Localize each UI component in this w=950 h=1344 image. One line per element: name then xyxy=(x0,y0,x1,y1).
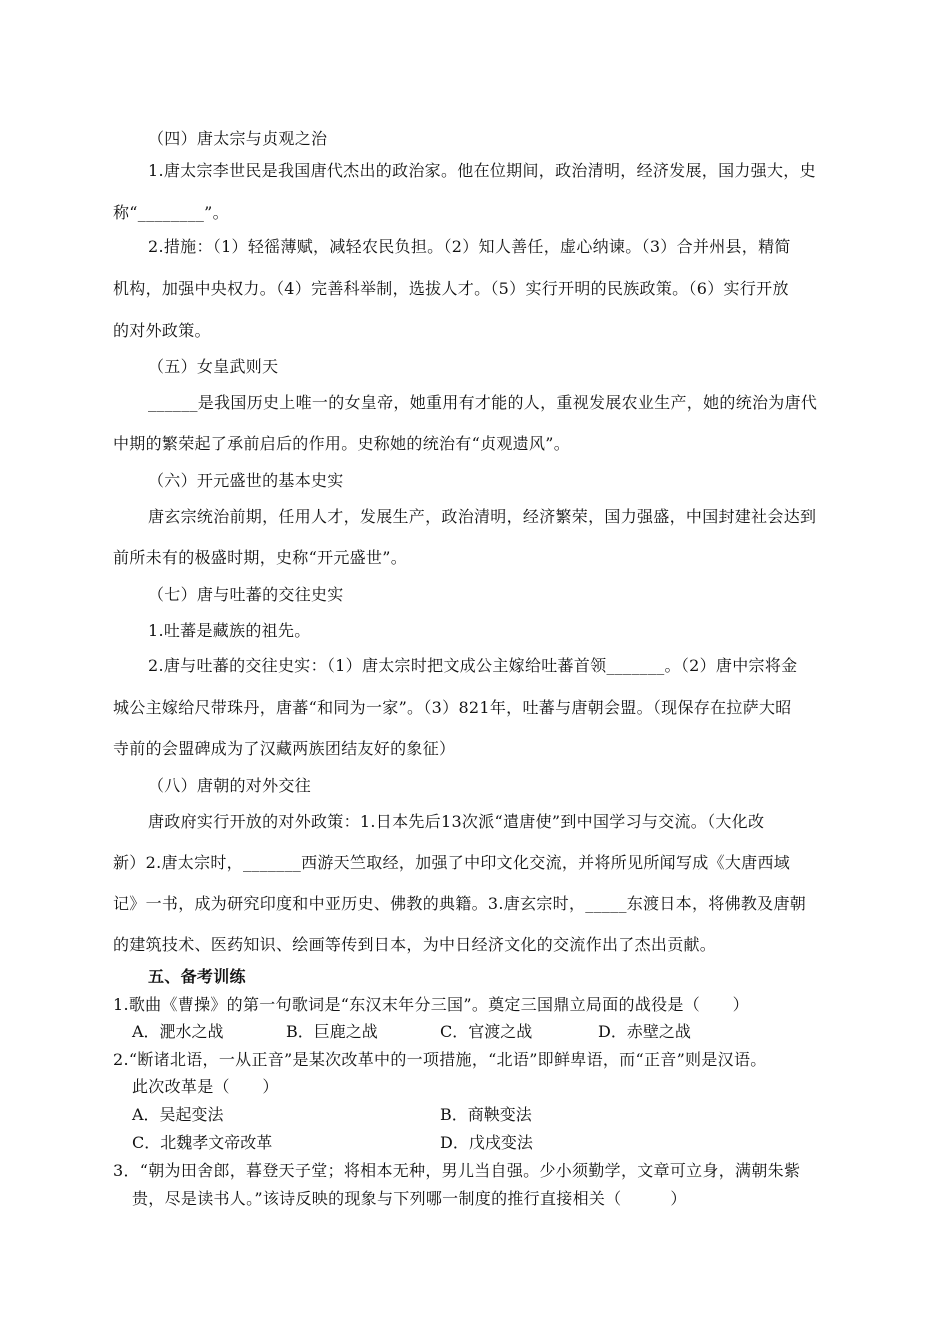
q1-option-c: C．官渡之战 xyxy=(440,1022,533,1041)
practice-heading: 五、备考训练 xyxy=(148,967,246,986)
paragraph-line: 机构，加强中央权力。（4）完善科举制，选拔人才。（5）实行开明的民族政策。（6）实行开放 xyxy=(113,279,789,298)
q1-option-b: B．巨鹿之战 xyxy=(286,1022,378,1041)
question-3-line1: 3．“朝为田舍郎，暮登天子堂；将相本无种，男儿当自强。少小须勤学，文章可立身，满朝朱紫 xyxy=(113,1161,801,1180)
paragraph-line: 唐玄宗统治前期，任用人才，发展生产，政治清明，经济繁荣，国力强盛，中国封建社会达到 xyxy=(148,507,817,526)
q2-option-a: A．吴起变法 xyxy=(132,1105,224,1124)
paragraph-line: 城公主嫁给尺带珠丹，唐蕃“和同为一家”。（3）821年，吐蕃与唐朝会盟。（现保存在拉萨大昭 xyxy=(113,698,792,717)
section-heading-4: （四）唐太宗与贞观之治 xyxy=(148,129,328,148)
q2-option-b: B．商鞅变法 xyxy=(440,1105,532,1124)
question-1: 1.歌曲《曹操》的第一句歌词是“东汉末年分三国”。奠定三国鼎立局面的战役是（ ） xyxy=(113,995,749,1014)
section-heading-8: （八）唐朝的对外交往 xyxy=(148,776,312,795)
section-heading-5: （五）女皇武则天 xyxy=(148,357,279,376)
q2-option-c: C．北魏孝文帝改革 xyxy=(132,1133,273,1152)
q1-option-a: A．淝水之战 xyxy=(132,1022,224,1041)
question-2-line1: 2.“断诸北语，一从正音”是某次改革中的一项措施，“北语”即鲜卑语，而“正音”则是汉语。 xyxy=(113,1050,767,1069)
question-2-line2: 此次改革是（ ） xyxy=(132,1077,279,1096)
paragraph-line: ______是我国历史上唯一的女皇帝，她重用有才能的人，重视发展农业生产，她的统治为唐代 xyxy=(148,393,818,412)
q1-option-d: D．赤壁之战 xyxy=(598,1022,691,1041)
paragraph-line: 1.吐蕃是藏族的祖先。 xyxy=(148,621,311,640)
q2-option-d: D．戊戌变法 xyxy=(440,1133,533,1152)
paragraph-line: 中期的繁荣起了承前启后的作用。史称她的统治有“贞观遗风”。 xyxy=(113,434,571,453)
paragraph-line: 前所未有的极盛时期，史称“开元盛世”。 xyxy=(113,548,408,567)
paragraph-line: 1.唐太宗李世民是我国唐代杰出的政治家。他在位期间，政治清明，经济发展，国力强大，史 xyxy=(148,161,816,180)
question-3-line2: 贵，尽是读书人。”该诗反映的现象与下列哪一制度的推行直接相关（ ） xyxy=(132,1189,687,1208)
paragraph-line: 新）2.唐太宗时，_______西游天竺取经，加强了中印文化交流，并将所见所闻写成《大唐西域 xyxy=(113,853,791,872)
paragraph-line: 2.唐与吐蕃的交往史实：（1）唐太宗时把文成公主嫁给吐蕃首领_______。（2）唐中宗将金 xyxy=(148,656,798,675)
paragraph-line: 的建筑技术、医药知识、绘画等传到日本，为中日经济文化的交流作出了杰出贡献。 xyxy=(113,935,717,954)
section-heading-7: （七）唐与吐蕃的交往史实 xyxy=(148,585,344,604)
paragraph-line: 的对外政策。 xyxy=(113,321,211,340)
section-heading-6: （六）开元盛世的基本史实 xyxy=(148,471,344,490)
paragraph-line: 2.措施：（1）轻徭薄赋，减轻农民负担。（2）知人善任，虚心纳谏。（3）合并州县，精简 xyxy=(148,237,791,256)
paragraph-line: 记》一书，成为研究印度和中亚历史、佛教的典籍。3.唐玄宗时，_____东渡日本，将佛教及唐朝 xyxy=(113,894,807,913)
paragraph-line: 称“________”。 xyxy=(113,203,229,222)
paragraph-line: 寺前的会盟碑成为了汉藏两族团结友好的象征） xyxy=(113,739,456,758)
paragraph-line: 唐政府实行开放的对外政策：1.日本先后13次派“遣唐使”到中国学习与交流。（大化改 xyxy=(148,812,765,831)
